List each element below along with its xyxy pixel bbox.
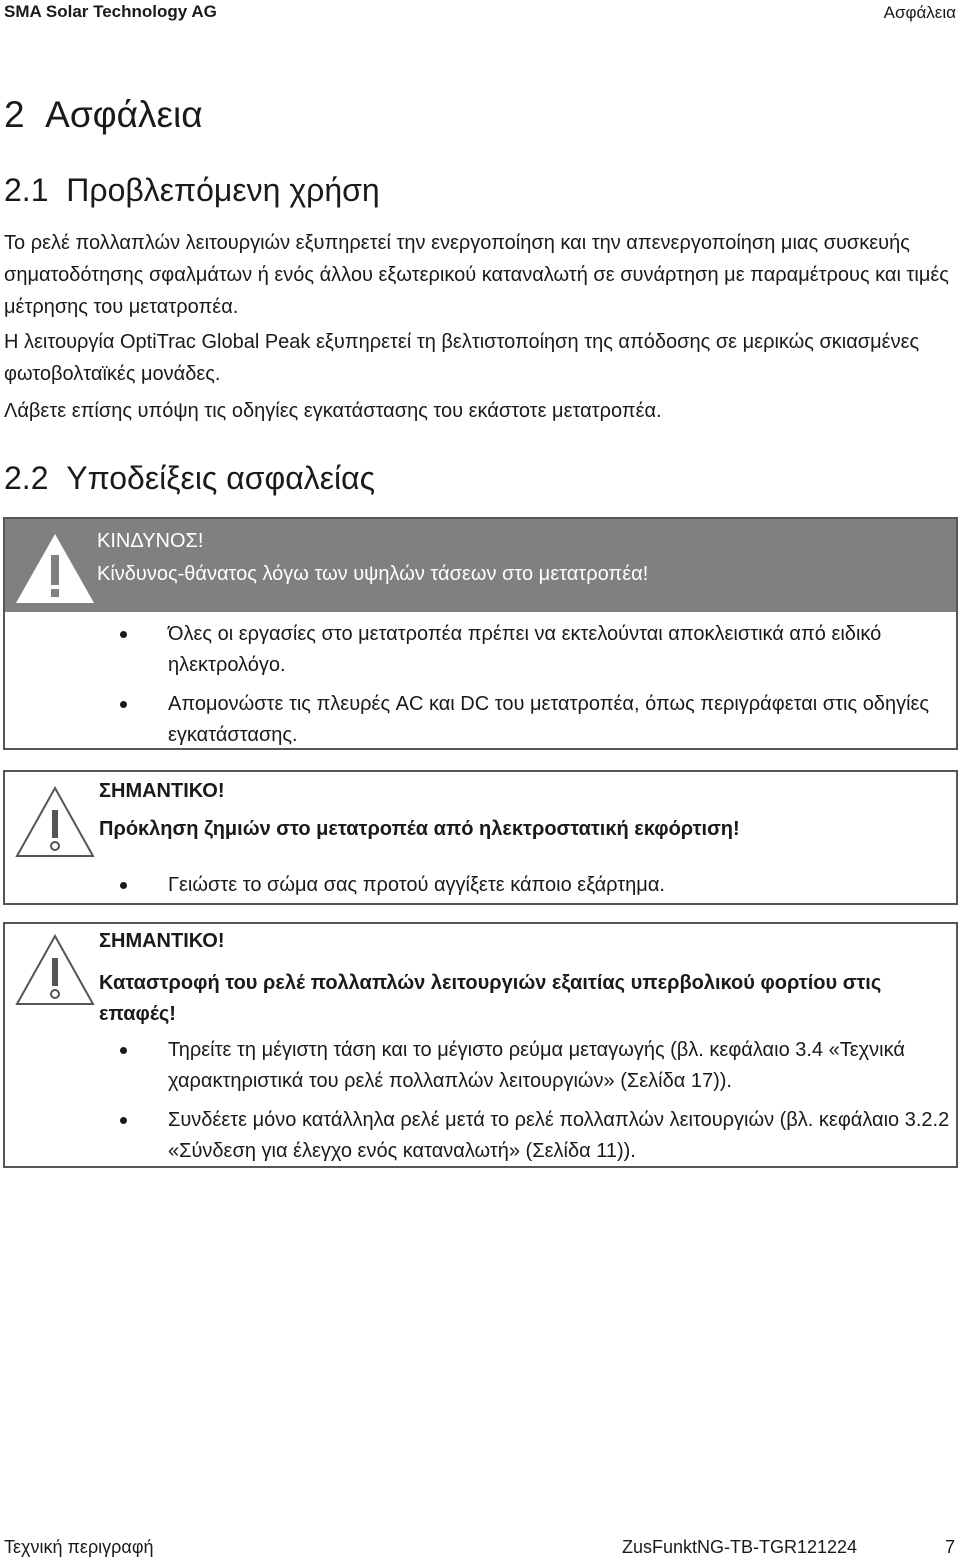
caution-triangle-icon xyxy=(13,784,97,860)
important-notice xyxy=(3,922,958,1168)
notice-label: ΣΗΜΑΝΤΙΚΟ! xyxy=(99,780,225,802)
footer-page-number: 7 xyxy=(944,1537,955,1557)
chapter-number: 2 xyxy=(4,94,25,135)
header-section: Ασφάλεια xyxy=(883,3,956,22)
section-title-text: Υποδείξεις ασφαλείας xyxy=(66,460,376,496)
footer-doc-code: ZusFunktNG-TB-TGR121224 xyxy=(622,1537,858,1557)
notice-subtitle: Καταστροφή του ρελέ πολλαπλών λειτουργιών εξαιτίας υπερβολικού φορτίου στις επαφές! xyxy=(99,972,882,1025)
paragraph: Το ρελέ πολλαπλών λειτουργιών εξυπηρετεί την ενεργοποίηση και την απενεργοποίηση μιας συσκευής σηματοδότησης σφαλμάτων ή ενός άλλου εξωτερικού καταναλωτή σε συνάρτηση με παραμέτρους και τιμές μέτρησης του μετατροπέα. xyxy=(4,232,949,318)
list-item: Γειώστε το σώμα σας προτού αγγίξετε κάποιο εξάρτημα. xyxy=(120,870,940,901)
warning-triangle-icon xyxy=(13,531,97,607)
list-item: Απομονώστε τις πλευρές AC και DC του μετατροπέα, όπως περιγράφεται στις οδηγίες εγκατάστασης. xyxy=(120,689,940,751)
notice-bullet-list xyxy=(120,870,940,909)
notice-label: ΣΗΜΑΝΤΙΚΟ! xyxy=(99,930,225,952)
list-item: Όλες οι εργασίες στο μετατροπέα πρέπει να εκτελούνται αποκλειστικά από ειδικό ηλεκτρολόγο. xyxy=(120,619,940,681)
chapter-title-text: Ασφάλεια xyxy=(45,94,203,135)
section-title-text: Προβλεπόμενη χρήση xyxy=(66,172,380,208)
danger-bullet-list xyxy=(120,619,940,759)
danger-header xyxy=(5,519,956,612)
section-title-safety xyxy=(4,460,375,497)
footer-doc-type: Τεχνική περιγραφή xyxy=(4,1537,154,1557)
danger-subtitle: Κίνδυνος-θάνατος λόγω των υψηλών τάσεων στο μετατροπέα! xyxy=(97,563,649,585)
section-number: 2.2 xyxy=(4,460,49,496)
list-item: Συνδέετε μόνο κατάλληλα ρελέ μετά το ρελέ πολλαπλών λειτουργιών (βλ. κεφάλαιο 3.2.2 «Σύνδεση για έλεγχο ενός καταναλωτή» (Σελίδα 11)). xyxy=(120,1105,950,1167)
important-notice xyxy=(3,770,958,905)
paragraph: Λάβετε επίσης υπόψη τις οδηγίες εγκατάστασης του εκάστοτε μετατροπέα. xyxy=(4,400,662,422)
chapter-title xyxy=(4,94,203,136)
section-number: 2.1 xyxy=(4,172,49,208)
caution-triangle-icon xyxy=(13,932,97,1008)
danger-notice xyxy=(3,517,958,750)
notice-subtitle: Πρόκληση ζημιών στο μετατροπέα από ηλεκτροστατική εκφόρτιση! xyxy=(99,818,740,840)
danger-label: ΚΙΝΔΥΝΟΣ! xyxy=(97,530,204,552)
header-company: SMA Solar Technology AG xyxy=(4,2,217,21)
notice-bullet-list xyxy=(120,1035,950,1175)
section-title-intended-use xyxy=(4,172,380,209)
list-item: Τηρείτε τη μέγιστη τάση και το μέγιστο ρεύμα μεταγωγής (βλ. κεφάλαιο 3.4 «Τεχνικά χαρακτηριστικά του ρελέ πολλαπλών λειτουργιών» (Σελίδα 17)). xyxy=(120,1035,950,1097)
paragraph: Η λειτουργία OptiTrac Global Peak εξυπηρετεί τη βελτιστοποίηση της απόδοσης σε μερικώς σκιασμένες φωτοβολταϊκές μονάδες. xyxy=(4,331,920,385)
